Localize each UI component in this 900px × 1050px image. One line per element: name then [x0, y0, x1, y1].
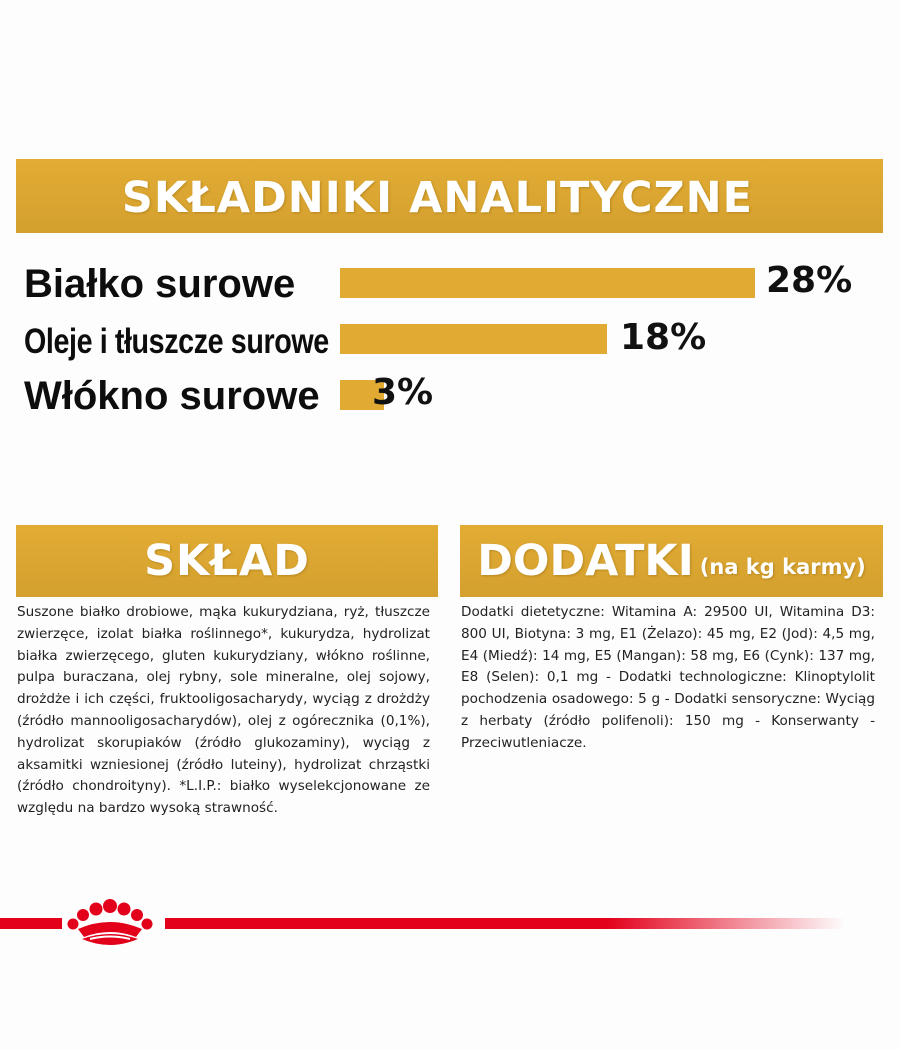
composition-title: SKŁAD — [144, 536, 310, 586]
protein-percent: 28% — [766, 260, 853, 301]
composition-banner — [16, 525, 438, 597]
fibre-label: Włókno surowe — [24, 374, 320, 418]
crown-icon — [60, 893, 160, 951]
additives-subtitle: (na kg karmy) — [699, 555, 866, 579]
protein-label: Białko surowe — [24, 262, 296, 306]
composition-text: Suszone białko drobiowe, mąka kukurydziana, ryż, tłuszcze zwierzęce, izolat białka roślinnego*, kukurydza, hydrolizat białka zwierzęcego, gluten kukurydziany, włókno roślinne, pulpa buraczana, olej rybny, sole mineralne, olej sojowy, drożdże i ich części, fruktooligosacharydy, wyciąg z drożdży (źródło mannooligosacharydów), olej z ogórecznika (0,1%), hydrolizat skorupiaków (źródło glukozaminy), wyciąg z aksamitki wzniesionej (źródło luteiny), hydrolizat chrząstki (źródło chondroityny). *L.I.P.: białko wyselekcjonowane ze względu na bardzo wysoką strawność. — [17, 604, 430, 817]
fat-label: Oleje i tłuszcze surowe — [24, 322, 329, 361]
fat-percent: 18% — [620, 317, 707, 358]
additives-title: DODATKI — [477, 536, 694, 586]
brand-line-left — [0, 918, 62, 929]
fat-bar — [340, 324, 607, 354]
analytical-constituents-banner — [16, 159, 883, 233]
analytical-constituents-title: SKŁADNIKI ANALITYCZNE — [121, 173, 754, 223]
additives-banner — [460, 525, 883, 597]
brand-line-right — [165, 918, 845, 929]
additives-text: Dodatki dietetyczne: Witamina A: 29500 UI, Witamina D3: 800 UI, Biotyna: 3 mg, E1 (Żelazo): 45 mg, E2 (Jod): 4,5 mg, E4 (Miedź): 14 mg, E5 (Mangan): 58 mg, E6 (Cynk): 137 mg, E8 (Selen): 0,1 mg - Dodatki technologiczne: Klinoptylolit pochodzenia osadowego: 5 g - Dodatki sensoryczne: Wyciąg z herbaty (źródło polifenoli): 150 mg - Konserwanty - Przeciwutleniacze. — [461, 604, 875, 751]
protein-bar — [340, 268, 755, 298]
fibre-percent: 3% — [372, 372, 434, 413]
